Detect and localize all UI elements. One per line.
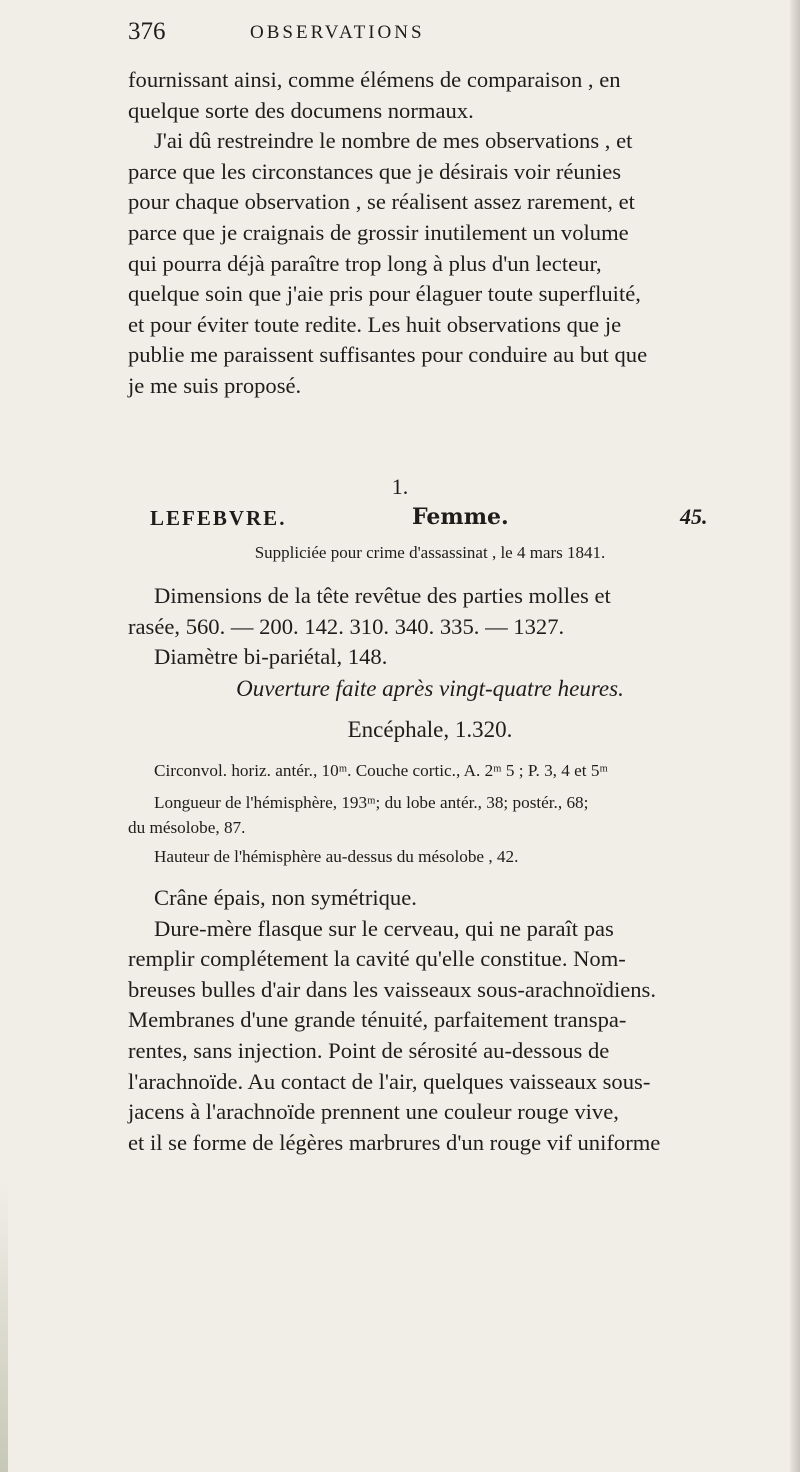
observation-subject — [150, 506, 735, 536]
subject-age: 45. — [680, 504, 708, 529]
text-line: quelque soin que j'aie pris pour élaguer toute superfluité, — [128, 281, 641, 307]
text-line: Longueur de l'hémisphère, 193ᵐ; du lobe antér., 38; postér., 68; — [154, 793, 589, 812]
text-line: Hauteur de l'hémisphère au-dessus du mésolobe , 42. — [154, 847, 519, 866]
text-line: jacens à l'arachnoïde prennent une couleur rouge vive, — [128, 1099, 619, 1125]
measure-hauteur — [128, 844, 733, 869]
text-line: et pour éviter toute redite. Les huit observations que je — [128, 311, 622, 337]
findings-paragraph — [128, 883, 733, 1158]
text-line: Dimensions de la tête revêtue des parties molles et — [154, 583, 611, 608]
text-line: Dure-mère flasque sur le cerveau, qui ne paraît pas — [154, 915, 614, 941]
intro-paragraph — [128, 65, 733, 402]
text-line: pour chaque observation , se réalisent assez rarement, et — [128, 189, 635, 215]
text-line: du mésolobe, 87. — [128, 818, 246, 837]
page-number: 376 — [128, 18, 166, 45]
text-line: Diamètre bi-pariétal, 148. — [154, 644, 388, 670]
text-line: l'arachnoïde. Au contact de l'air, quelques vaisseaux sous- — [128, 1068, 651, 1094]
text-line: Membranes d'une grande ténuité, parfaitement transpa- — [128, 1007, 627, 1033]
text-line: parce que les circonstances que je désirais voir réunies — [128, 158, 622, 184]
text-line: et il se forme de légères marbrures d'un rouge vif uniforme — [128, 1129, 661, 1155]
text-line: Crâne épais, non symétrique. — [154, 885, 417, 910]
running-head: OBSERVATIONS — [250, 22, 425, 43]
observation-number: 1. — [391, 474, 409, 499]
text-line: Circonvol. horiz. antér., 10ᵐ. Couche cortic., A. 2ᵐ 5 ; P. 3, 4 et 5ᵐ — [154, 761, 608, 780]
page-header — [128, 18, 728, 48]
autopsy-heading: Ouverture faite après vingt-quatre heures. — [236, 676, 624, 701]
text-line: rasée, 560. — 200. 142. 310. 340. 335. — 1327. — [128, 613, 565, 639]
subject-note: Suppliciée pour crime d'assassinat , le 4 mars 1841. — [254, 543, 606, 562]
subject-name: LEFEBVRE. — [150, 506, 287, 530]
text-line: rentes, sans injection. Point de sérosité au-dessous de — [128, 1037, 610, 1063]
text-line: J'ai dû restreindre le nombre de mes observations , et — [154, 128, 633, 154]
text-line: publie me paraissent suffisantes pour conduire au but que — [128, 342, 648, 368]
text-line: breuses bulles d'air dans les vaisseaux sous-arachnoïdiens. — [128, 976, 656, 1002]
measure-longueur — [128, 790, 733, 840]
subject-sex: Femme. — [412, 504, 509, 530]
measure-circonvol — [128, 758, 733, 783]
text-line: quelque sorte des documens normaux. — [128, 97, 474, 123]
text-line: fournissant ainsi, comme élémens de comparaison , en — [128, 67, 621, 92]
encephale-weight: Encéphale, 1.320. — [347, 717, 513, 742]
text-line: parce que je craignais de grossir inutilement un volume — [128, 219, 629, 245]
text-line: remplir complétement la cavité qu'elle constitue. Nom- — [128, 946, 626, 972]
page-edge-stain — [0, 1180, 8, 1472]
text-line: qui pourra déjà paraître trop long à plus d'un lecteur, — [128, 250, 602, 276]
dimensions-paragraph — [128, 581, 733, 673]
text-line: je me suis proposé. — [128, 372, 302, 398]
